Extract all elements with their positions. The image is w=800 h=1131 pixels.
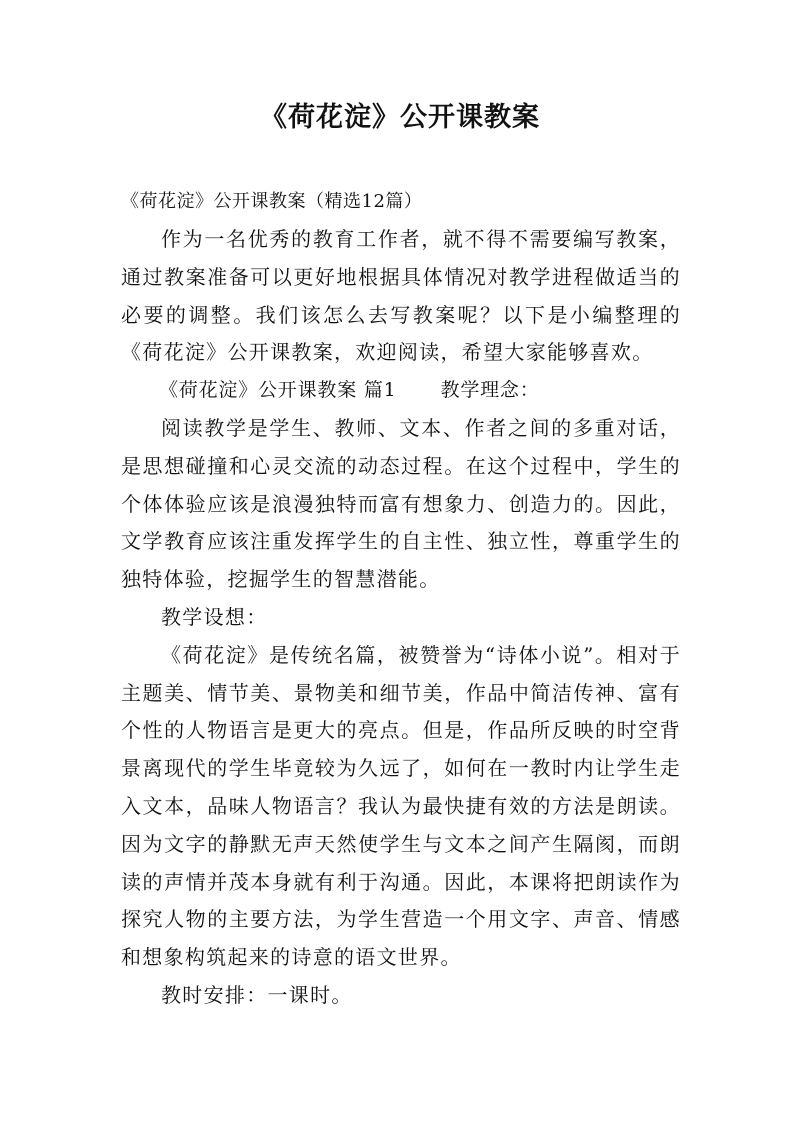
document-subtitle: 《荷花淀》公开课教案（精选12篇） bbox=[121, 191, 423, 212]
teaching-idea-heading: 教学设想： bbox=[161, 604, 268, 629]
document-body bbox=[121, 221, 681, 1015]
section-heading bbox=[121, 372, 681, 410]
intro-paragraph: 作为一名优秀的教育工作者，就不得不需要编写教案，通过教案准备可以更好地根据具体情况对教学进程做适当的必要的调整。我们该怎么去写教案呢？以下是小编整理的《荷花淀》公开课教案，欢迎阅读，希望大家能够喜欢。 bbox=[121, 227, 681, 365]
section-heading-label: 教学理念： bbox=[440, 379, 540, 402]
teaching-idea-paragraph: 《荷花淀》是传统名篇，被赞誉为“诗体小说”。相对于主题美、情节美、景物美和细节美，作品中简洁传神、富有个性的人物语言是更大的亮点。但是，作品所反映的时空背景离现代的学生毕竟较为久远了，如何在一教时内让学生走入文本，品味人物语言？我认为最快捷有效的方法是朗读。因为文字的静默无声天然使学生与文本之间产生隔阂，而朗读的声情并茂本身就有利于沟通。因此，本课将把朗读作为探究人物的主要方法，为学生营造一个用文字、声音、情感和想象构筑起来的诗意的语文世界。 bbox=[121, 642, 681, 970]
teaching-philosophy-paragraph: 阅读教学是学生、教师、文本、作者之间的多重对话，是思想碰撞和心灵交流的动态过程。在这个过程中，学生的个体体验应该是浪漫独特而富有想象力、创造力的。因此，文学教育应该注重发挥学生的自主性、独立性，尊重学生的独特体验，挖掘学生的智慧潜能。 bbox=[121, 415, 681, 592]
section-heading-part: 《荷花淀》公开课教案 篇1 bbox=[159, 379, 397, 402]
schedule-paragraph: 教时安排：一课时。 bbox=[161, 982, 353, 1007]
document-title: 《荷花淀》公开课教案 bbox=[260, 102, 540, 133]
